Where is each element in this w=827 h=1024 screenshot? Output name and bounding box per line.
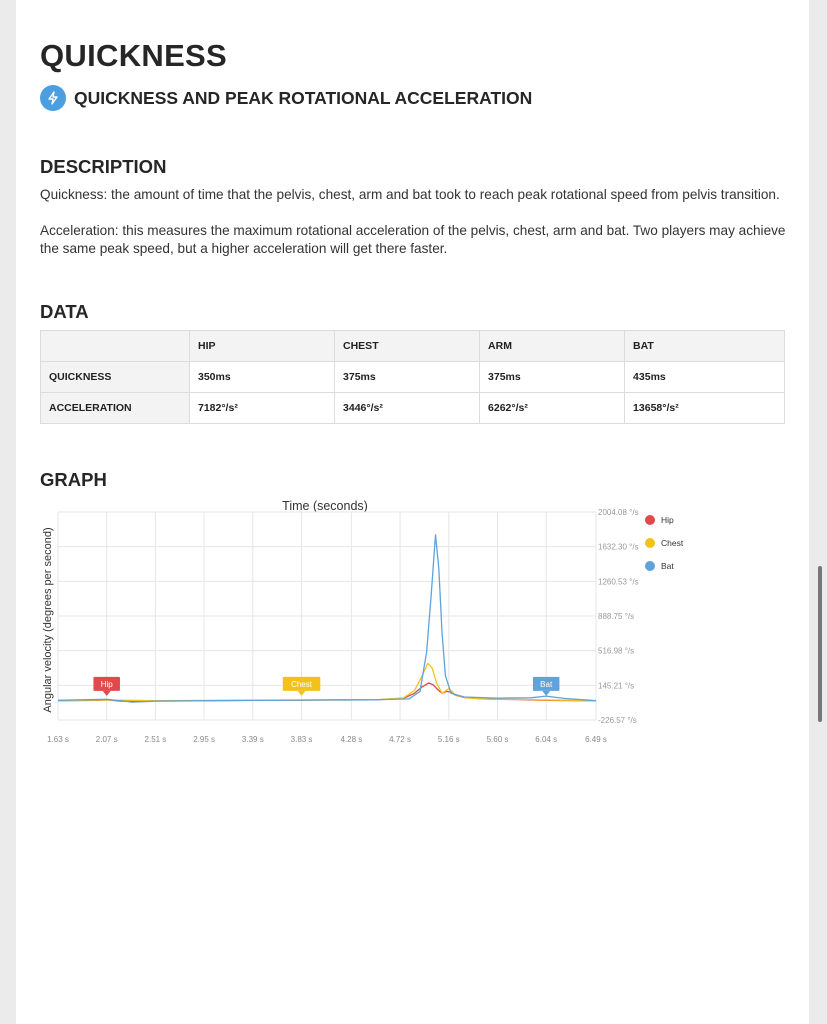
acceleration-description: Acceleration: this measures the maximum rotational acceleration of the pelvis, chest, arm and bat. Two players may achieve the same peak speed, but a higher acceleration will get there faster. bbox=[40, 223, 786, 256]
legend-label: Chest bbox=[661, 538, 684, 548]
x-tick-label: 2.07 s bbox=[95, 735, 118, 744]
table-cell: 375ms bbox=[335, 362, 480, 393]
table-cell: 13658°/s² bbox=[625, 393, 785, 424]
y-tick-label: 2004.08 °/s bbox=[598, 508, 639, 517]
x-tick-label: 3.39 s bbox=[241, 735, 264, 744]
marker-label: Chest bbox=[291, 679, 312, 689]
lightning-bolt-icon bbox=[40, 85, 66, 111]
table-cell: 375ms bbox=[480, 362, 625, 393]
row-label: ACCELERATION bbox=[41, 393, 190, 424]
series-line-bat bbox=[58, 535, 596, 702]
description-heading: DESCRIPTION bbox=[40, 156, 167, 177]
x-tick-label: 5.60 s bbox=[486, 735, 509, 744]
y-tick-labels bbox=[598, 508, 639, 725]
marker-label: Hip bbox=[100, 679, 113, 689]
chart-series bbox=[58, 535, 596, 702]
y-tick-label: 1260.53 °/s bbox=[598, 577, 639, 587]
marker-label: Bat bbox=[540, 679, 553, 689]
marker-pointer-bat bbox=[542, 691, 550, 696]
y-tick-label: 1632.30 °/s bbox=[598, 542, 639, 552]
page-title: QUICKNESS bbox=[40, 38, 228, 73]
marker-pointer-chest bbox=[298, 691, 306, 696]
chart-legend bbox=[645, 515, 684, 571]
x-tick-label: 3.83 s bbox=[290, 735, 313, 744]
y-tick-label: -226.57 °/s bbox=[598, 716, 637, 725]
legend-swatch-bat bbox=[645, 561, 655, 571]
x-tick-label: 2.51 s bbox=[144, 735, 167, 744]
series-line-chest bbox=[58, 663, 596, 700]
data-table bbox=[40, 330, 785, 424]
angular-velocity-chart bbox=[16, 492, 716, 757]
table-header-cell bbox=[41, 331, 190, 362]
legend-swatch-hip bbox=[645, 515, 655, 525]
x-tick-labels bbox=[47, 735, 607, 744]
legend-label: Bat bbox=[661, 561, 674, 571]
x-tick-label: 4.28 s bbox=[340, 735, 363, 744]
chart-grid bbox=[58, 512, 596, 720]
y-tick-label: 145.21 °/s bbox=[598, 681, 635, 691]
y-axis-label: Angular velocity (degrees per second) bbox=[42, 527, 54, 713]
x-tick-label: 5.16 s bbox=[437, 735, 460, 744]
table-header-cell: BAT bbox=[625, 331, 785, 362]
table-cell: 435ms bbox=[625, 362, 785, 393]
data-heading: DATA bbox=[40, 301, 89, 322]
report-page bbox=[16, 0, 809, 1024]
x-tick-label: 4.72 s bbox=[389, 735, 411, 744]
table-header-cell: CHEST bbox=[335, 331, 480, 362]
row-label: QUICKNESS bbox=[41, 362, 190, 393]
scrollbar-thumb[interactable] bbox=[818, 566, 822, 722]
table-row bbox=[41, 393, 785, 424]
marker-pointer-hip bbox=[103, 691, 111, 696]
table-row bbox=[41, 362, 785, 393]
section-subtitle bbox=[40, 85, 532, 111]
chart-markers bbox=[93, 677, 559, 696]
legend-swatch-chest bbox=[645, 538, 655, 548]
y-tick-label: 888.75 °/s bbox=[598, 612, 635, 622]
table-header-cell: HIP bbox=[190, 331, 335, 362]
chart-title: Time (seconds) bbox=[282, 499, 368, 513]
table-cell: 350ms bbox=[190, 362, 335, 393]
graph-heading: GRAPH bbox=[40, 469, 107, 490]
subtitle-text: QUICKNESS AND PEAK ROTATIONAL ACCELERATION bbox=[74, 87, 533, 108]
table-cell: 7182°/s² bbox=[190, 393, 335, 424]
x-tick-label: 6.49 s bbox=[585, 735, 607, 744]
y-tick-label: 516.98 °/s bbox=[598, 646, 635, 656]
table-header-row bbox=[41, 331, 785, 362]
legend-label: Hip bbox=[661, 515, 674, 525]
x-tick-label: 2.95 s bbox=[193, 735, 216, 744]
x-tick-label: 6.04 s bbox=[535, 735, 558, 744]
table-cell: 3446°/s² bbox=[335, 393, 480, 424]
x-tick-label: 1.63 s bbox=[47, 735, 69, 744]
table-header-cell: ARM bbox=[480, 331, 625, 362]
quickness-description: Quickness: the amount of time that the pelvis, chest, arm and bat took to reach peak rotational speed from pelvis transition. bbox=[40, 187, 780, 202]
table-cell: 6262°/s² bbox=[480, 393, 625, 424]
